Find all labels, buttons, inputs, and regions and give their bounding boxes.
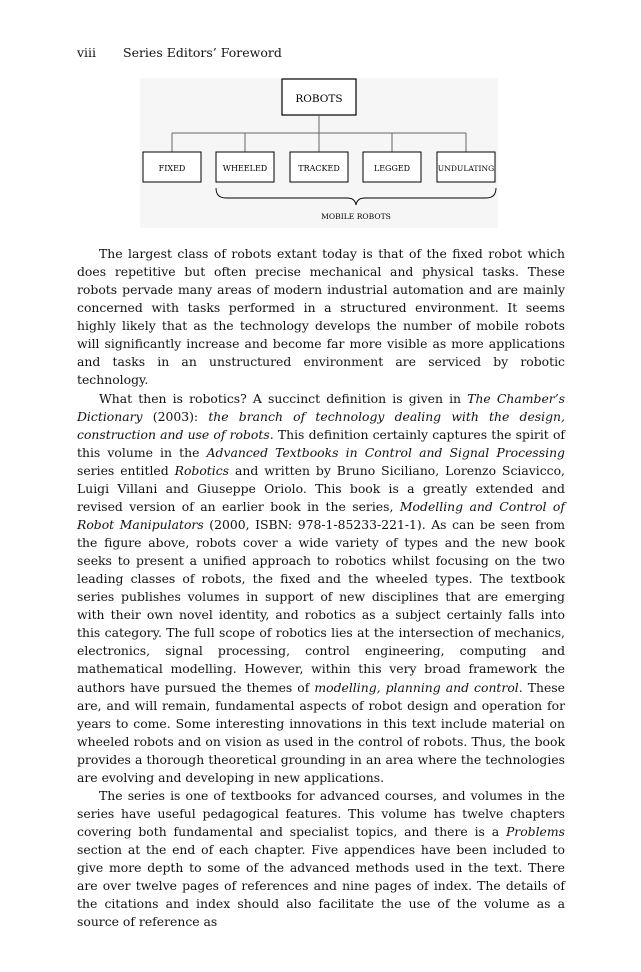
italic-run: modelling, planning and control [314, 679, 519, 695]
child-node-label: TRACKED [298, 164, 340, 173]
child-node-undulating [437, 152, 495, 182]
text-run: section at the end of each chapter. Five appendices have been included to give more depth to some of the advanced methods used in the text. There are over twelve pages of references and nine pages of index. The details of the citations and index should also facilitate the use of the volume as a source of reference as [77, 842, 565, 930]
paragraph [77, 390, 565, 787]
text-run: (2000, ISBN: 978-1-85233-221-1). As can be seen from the figure above, robots cover a wide variety of types and the new book seeks to present a unified approach to robotics whilst focusing on the two leading classes of robots, the fixed and the wheeled types. The textbook series publishes volumes in support of new disciplines that are emerging with their own novel identity, and robotics as a subject certainly falls into this category. The full scope of robotics lies at the intersection of mechanics, electronics, signal processing, control engineering, computing and mathematical modelling. However, within this very broad framework the authors have pursued the themes of [77, 516, 565, 695]
text-run: and written by Bruno Siciliano, Lorenzo Sciavicco, Luigi Villani and Giuseppe Oriolo. This book is a greatly extended and revised version of an earlier book in the series, [77, 462, 565, 514]
child-node-label: LEGGED [373, 164, 411, 173]
text-run: The series is one of textbooks for advanced courses, and volumes in the series have useful pedagogical features. This volume has twelve chapters covering both fundamental and specialist topics, and there is a [77, 787, 565, 839]
italic-run: Problems [505, 824, 565, 839]
text-run: The largest class of robots extant today is that of the fixed robot which does repetitive but often precise mechanical and physical tasks. These robots pervade many areas of modern industrial automation and are mainly concerned with tasks performed in a structured environment. It seems highly likely that as the technology develops the number of mobile robots will significantly increase and become far more visible as more applications and tasks in an unstructured environment are serviced by robotic technology. [77, 246, 565, 388]
text-run: . These are, and will remain, fundamental aspects of robot design and operation for years to come. Some interesting innovations in this text include material on wheeled robots and on vision as used in the control of robots. Thus, the book provides a thorough theoretical grounding in an area where the technologies are evolving and developing in new applications. [77, 679, 565, 785]
paragraph [77, 787, 565, 932]
child-node-label: WHEELED [222, 164, 268, 173]
robot-classification-diagram [140, 78, 498, 228]
body-text [77, 245, 565, 931]
root-node-label: ROBOTS [295, 93, 343, 105]
child-node-legged [363, 152, 421, 182]
running-title: Series Editors’ Foreword [123, 45, 282, 60]
italic-run: The Chamber’s Dictionary [77, 390, 565, 424]
paragraph [77, 245, 565, 390]
text-run: series entitled [77, 462, 175, 478]
child-node-tracked [290, 152, 348, 182]
running-header [77, 45, 282, 60]
page-number: viii [77, 45, 97, 60]
mobile-robots-label: MOBILE ROBOTS [321, 212, 391, 221]
child-node-label: UNDULATING [437, 164, 495, 173]
italic-run: the branch of technology dealing with the design, construction and use of robots [77, 408, 565, 442]
italic-run: Modelling and Control of Robot Manipulators [77, 498, 565, 532]
child-node-label: FIXED [158, 164, 186, 173]
italic-run: Robotics [174, 462, 230, 478]
text-run: (2003): [142, 408, 209, 424]
italic-run: Advanced Textbooks in Control and Signal Processing [206, 444, 565, 460]
child-node-wheeled [216, 152, 274, 182]
text-run: . This definition certainly captures the spirit of this volume in the [77, 426, 566, 460]
text-run: What then is robotics? A succinct definition is given in [99, 390, 468, 406]
child-node-fixed [143, 152, 201, 182]
